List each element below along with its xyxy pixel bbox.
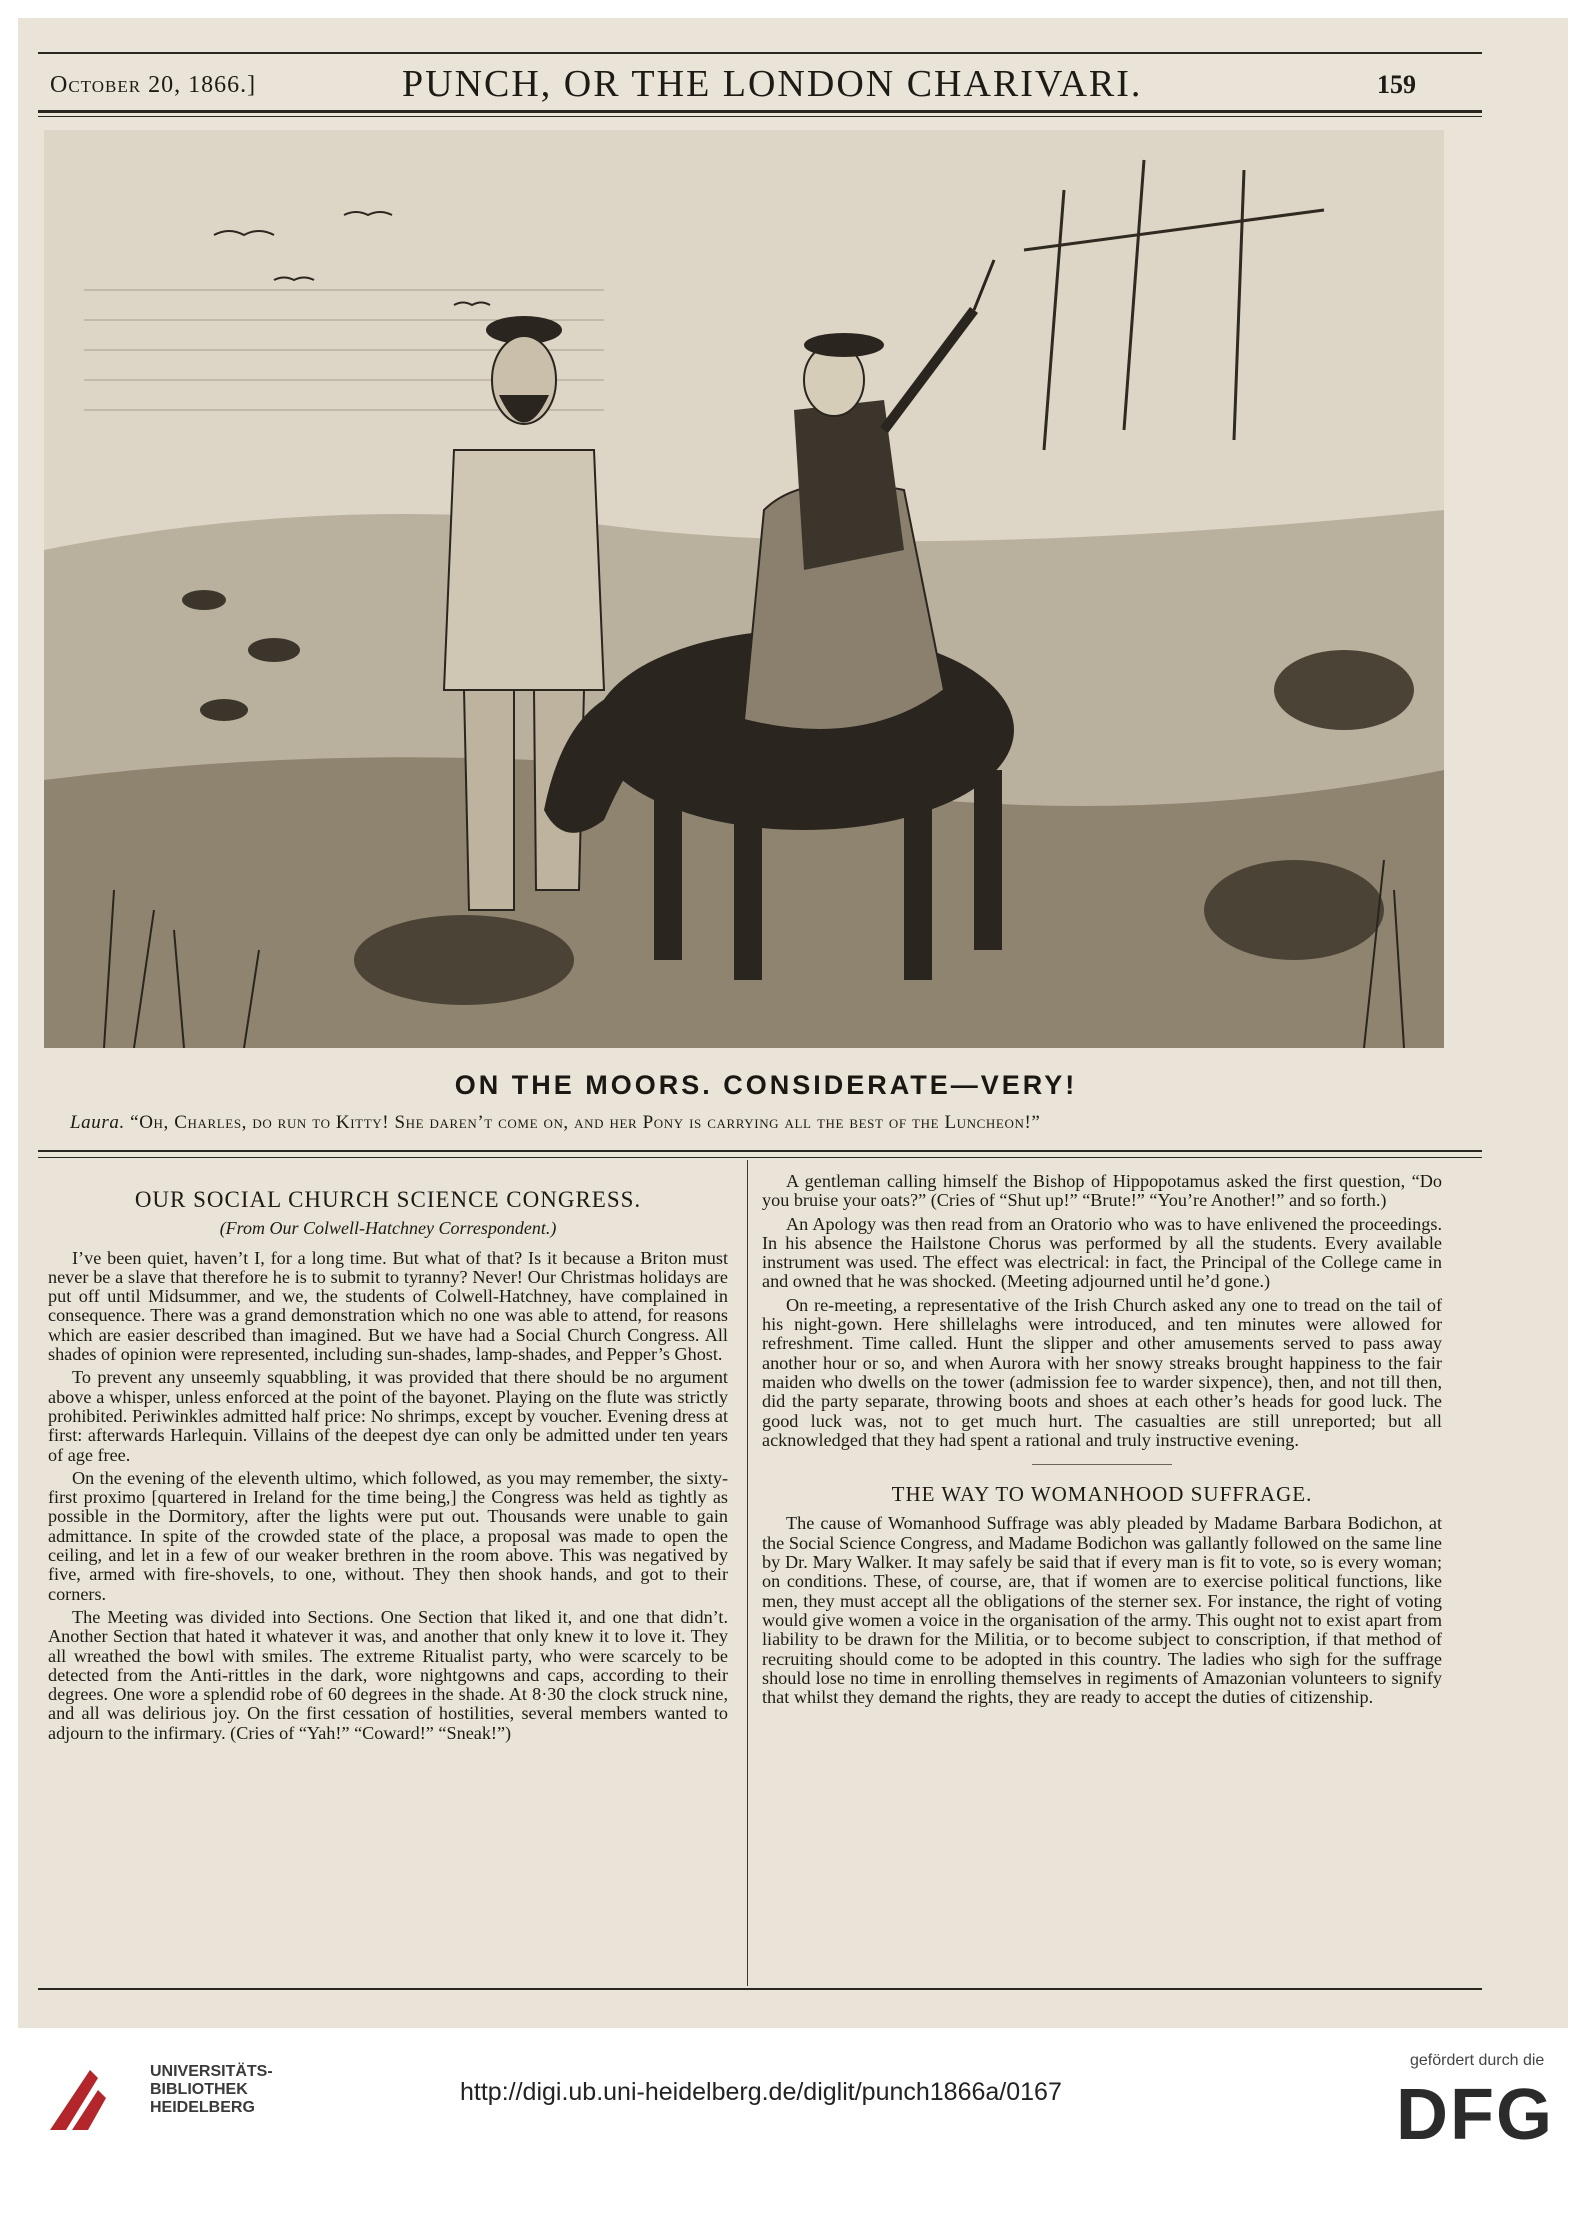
article-paragraph: On the evening of the eleventh ultimo, which followed, as you may remember, the sixty-first proximo [quartered in Ireland for the time being,] the Congress was held as tightly as possible in the Dormitory, after the lights were put out. Thousands were unable to gain admittance. In spite of the crowded state of the place, a proposal was made to open the ceiling, and let in a few of our weaker brethren in the room above. This was negatived by five, armed with fire-shovels, to one, without. They then shook hands, and got to their corners. [48,1467,728,1604]
top-frame-line [38,52,1482,54]
article-paragraph: A gentleman calling himself the Bishop of Hippopotamus asked the first question, “Do you bruise your oats?” (Cries of “Shut up!” “Brute!” “You’re Another!” and so forth.) [762,1171,1442,1211]
left-column [48,1170,728,1747]
cartoon-title: ON THE MOORS. CONSIDERATE—VERY! [454,1070,1078,1100]
dfg-logo: DFG [1396,2075,1554,2155]
library-name-line1: UNIVERSITÄTS- [150,2063,273,2080]
article-paragraph: To prevent any unseemly squabbling, it was provided that there should be no argument above a whisper, unless enforced at the point of the bayonet. Playing on the flute was strictly prohibited. Periwinkles admitted half price: No shrimps, except by voucher. Evening dress at first: afterwards Harlequin. Villains of the deepest dye can only be admitted under ten years of age free. [48,1367,728,1465]
column-divider [747,1160,748,1986]
caption-rule-thin [38,1157,1482,1158]
page-header [42,60,1442,104]
university-library-logo [40,2060,140,2140]
funded-by-text: gefördert durch die [1410,2052,1545,2069]
article-paragraph: An Apology was then read from an Oratorio who was to have enlivened the proceedings. In his absence the Hailstone Chorus was performed by all the students. Every available instrument was used. The effect was electrical: in fact, the Principal of the College came in and owned that he was shocked. (Meeting adjourned until he’d gone.) [762,1213,1442,1292]
article-paragraph: The cause of Womanhood Suffrage was ably pleaded by Madame Barbara Bodichon, at the Social Science Congress, and Madame Bodichon was gallantly followed on the same line by Dr. Mary Walker. It may safely be said that if every man is fit to vote, so is every woman; on conditions. These, of course, are, that if women are to exercise political functions, like men, they must accept all the obligations of the sterner sex. For instance, the right of voting would give women a voice in the organisation of the army. This ought not to exist apart from liability to be drawn for the Militia, or to become subject to conscription, if that method of recruiting should come to be adopted in this country. The ladies who sigh for the suffrage should lose no time in enrolling themselves in regiments of Amazonian volunteers to signify that whilst they demand the rights, they are ready to accept the duties of citizenship. [762,1513,1442,1708]
header-rule [38,110,1482,113]
library-name [150,2063,273,2117]
engraving-illustration [44,130,1444,1048]
article-byline: (From Our Colwell-Hatchney Correspondent.) [219,1218,557,1239]
right-column [762,1172,1442,1711]
article-paragraph: On re-meeting, a representative of the Irish Church asked any one to tread on the tail of his night-gown. Here shillelaghs were introduced, and ten minutes were allowed for refreshment. Time called. Hunt the slipper and other amusements served to pass away another hour or so, and when Aurora with her snowy streaks brought happiness to the fair maiden who dwells on the tower (admission fee to warder sixpence), then, and not till then, did the party separate, throwing boots and shoes at each other’s heads for good luck. The good luck was, not to get much hurt. The casualties are still unreported; but all acknowledged that they had spent a rational and truly instructive evening. [762,1294,1442,1450]
caption-rule [38,1150,1482,1152]
section-divider [1032,1464,1172,1465]
page-number: 159 [1377,70,1416,99]
header-title: PUNCH, OR THE LONDON CHARIVARI. [402,63,1143,105]
article-title-congress: OUR SOCIAL CHURCH SCIENCE CONGRESS. [134,1187,642,1212]
article-paragraph: I’ve been quiet, haven’t I, for a long time. But what of that? Is it because a Briton must never be a slave that therefore he is to submit to tyranny? Never! Our Christmas holidays are put off until Midsummer, and we, the students of Colwell-Hatchney, have complained in consequence. There was a grand demonstration which no one was able to attend, for reasons which are easier described than imagined. But we have had a Social Church Congress. All shades of opinion were represented, including sun-shades, lamp-shades, and Pepper’s Ghost. [48,1247,728,1365]
library-name-line3: HEIDELBERG [150,2099,255,2116]
article-paragraph: The Meeting was divided into Sections. One Section that liked it, and one that didn’t. Another Section that hated it whatever it was, and another that only knew it to love it. They all wreathed the bowl with smiles. The extreme Ritualist party, who were scarcely to be detected from the Anti-rittles in the dark, wore nightgowns and caps, according to their degrees. One wore a splendid robe of 60 degrees in the shade. At 8·30 the clock struck nine, and all was delirious joy. On the first cessation of hostilities, several members wanted to adjourn to the infirmary. (Cries of “Yah!” “Coward!” “Sneak!”) [48,1606,728,1743]
article-title-suffrage: THE WAY TO WOMANHOOD SUFFRAGE. [891,1482,1313,1507]
caption-speaker: Laura. [70,1112,125,1133]
header-rule-thin [38,116,1482,117]
source-url-link[interactable]: http://digi.ub.uni-heidelberg.de/diglit/punch1866a/0167 [460,2078,1062,2106]
library-name-line2: BIBLIOTHEK [150,2081,248,2098]
caption-quote: “Oh, Charles, do run to Kitty! She daren’t come on, and her Pony is carrying all the best of the Luncheon!” [130,1112,1041,1133]
header-date: October 20, 1866.] [50,72,257,98]
bottom-rule [38,1988,1482,1990]
cartoon-caption [70,1112,1490,1134]
